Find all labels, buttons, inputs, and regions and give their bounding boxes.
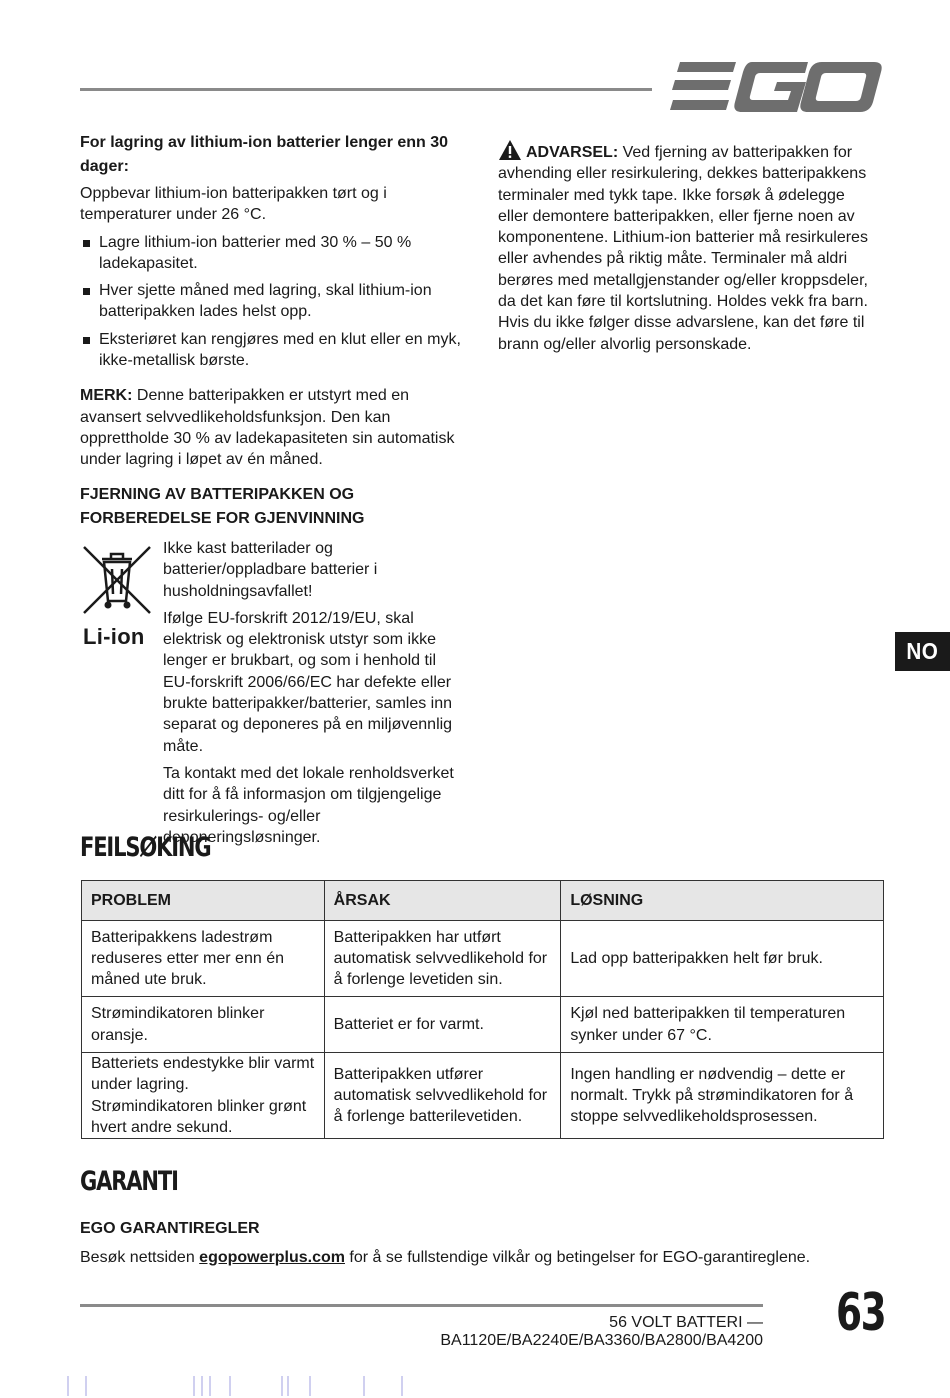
disposal-paragraph: Ta kontakt med det lokale renholdsverket ditt for å få informasjon om tilgjengelige resirkulerings- og/eller deponeringsløsninger. [163,764,454,846]
table-row [82,997,884,1053]
warning-text: Ved fjerning av batteripakken for avhending eller resirkulering, dekkes batteripakkens terminaler med tykk tape. Ikke forsøk å ødelegge eller demontere batteripakken, eller fjerne noen av komponentene. Lithium-ion batterier må resirkuleres eller avhendes på riktig måte. Terminaler må aldri berøres med metallgjenstander og/eller kroppsdeler, da det kan føre til kortslutning. Holdes vekk fra barn. Hvis du ikke følger disse advarslene, kan det føre til brann og/eller alvorlig personskade. [498,144,868,353]
table-cell: Strømindikatoren blinker oransje. [82,997,325,1053]
storage-note [80,385,465,470]
storage-heading: For lagring av lithium-ion batterier lenger enn 30 dager: [80,134,449,175]
warning-section [498,131,878,361]
warranty-text-after: for å se fullstendige vilkår og betingelser for EGO-garantireglene. [344,1249,811,1266]
disposal-paragraph: Ifølge EU-forskrift 2012/19/EU, skal elektrisk og elektronisk utstyr som ikke lenger er brukbart, og som i henhold til EU-forskrift 2006/66/EC har defekte eller brukte batteripakker/batterier, samles inn separat og deponeres på en miljøvennlig måte. [163,609,453,755]
table-cell: Batteripakkens ladestrøm reduseres etter mer enn én måned ute bruk. [82,921,325,997]
li-ion-label: Li-ion [83,624,145,649]
warning-label: ADVARSEL: [526,144,619,161]
note-text: Denne batteripakken er utstyrt med en avansert selvvedlikeholdsfunksjon. Den kan opprettholde 30 % av ladekapasiteten sin automatisk under lagring i løpet av én måned. [80,387,455,469]
warranty-subtitle: EGO GARANTIREGLER [80,1220,260,1237]
troubleshooting-title: FEILSØKING [80,832,211,863]
table-cell: Batteriet er for varmt. [324,997,561,1053]
ego-logo [670,62,882,112]
table-row [82,1053,884,1139]
header-rule [80,88,652,91]
language-tab-label: NO [906,638,939,664]
table-row [82,921,884,997]
language-tab [895,632,950,671]
storage-intro: Oppbevar lithium-ion batteripakken tørt og i temperaturer under 26 °C. [80,185,387,224]
disposal-heading: FJERNING AV BATTERIPAKKEN OG FORBEREDELSE FOR GJENVINNING [80,485,365,527]
note-label: MERK: [80,387,133,405]
storage-bullets [80,232,465,372]
table-cell: Ingen handling er nødvendig – dette er normalt. Trykk på strømindikatoren for å stoppe selvvedlikeholdsprosessen. [561,1053,884,1139]
list-item: Hver sjette måned med lagring, skal lithium-ion batteripakken lades helst opp. [80,280,465,323]
warranty-text [80,1249,810,1267]
table-cell: Kjøl ned batteripakken til temperaturen synker under 67 °C. [561,997,884,1053]
print-marks [60,1376,460,1396]
column-header-solution: LØSNING [561,881,884,921]
table-cell: Batteripakken har utført automatisk selvvedlikehold for å forlenge levetiden sin. [324,921,561,997]
table-cell: Batteriets endestykke blir varmt under lagring. Strømindikatoren blinker grønt hvert andre sekund. [82,1053,325,1139]
footer-rule [80,1304,763,1307]
disposal-paragraph: Ikke kast batterilader og batterier/oppladbare batterier i husholdningsavfallet! [163,540,378,600]
footer-product-line: 56 VOLT BATTERI — BA1120E/BA2240E/BA3360/BA2800/BA4200 [440,1314,763,1349]
table-cell: Batteripakken utfører automatisk selvvedlikehold for å forlenge batterilevetiden. [324,1053,561,1139]
crossed-bin-icon [80,543,154,617]
warning-paragraph [498,139,878,355]
storage-section [80,131,465,531]
list-item: Eksteriøret kan rengjøres med en klut eller en myk, ikke-metallisk børste. [80,329,465,372]
warranty-text-before: Besøk nettsiden [80,1249,200,1266]
warning-triangle-icon [498,139,522,161]
list-item: Lagre lithium-ion batterier med 30 % – 50 % ladekapasitet. [80,232,465,275]
warranty-title: GARANTI [80,1166,178,1197]
table-header-row [82,881,884,921]
troubleshooting-table [81,880,884,1139]
column-header-cause: ÅRSAK [324,881,561,921]
disposal-text [163,538,463,854]
column-header-problem: PROBLEM [82,881,325,921]
warranty-link[interactable]: egopowerplus.com [199,1249,345,1266]
table-cell: Lad opp batteripakken helt før bruk. [561,921,884,997]
page-number: 63 [836,1283,886,1343]
